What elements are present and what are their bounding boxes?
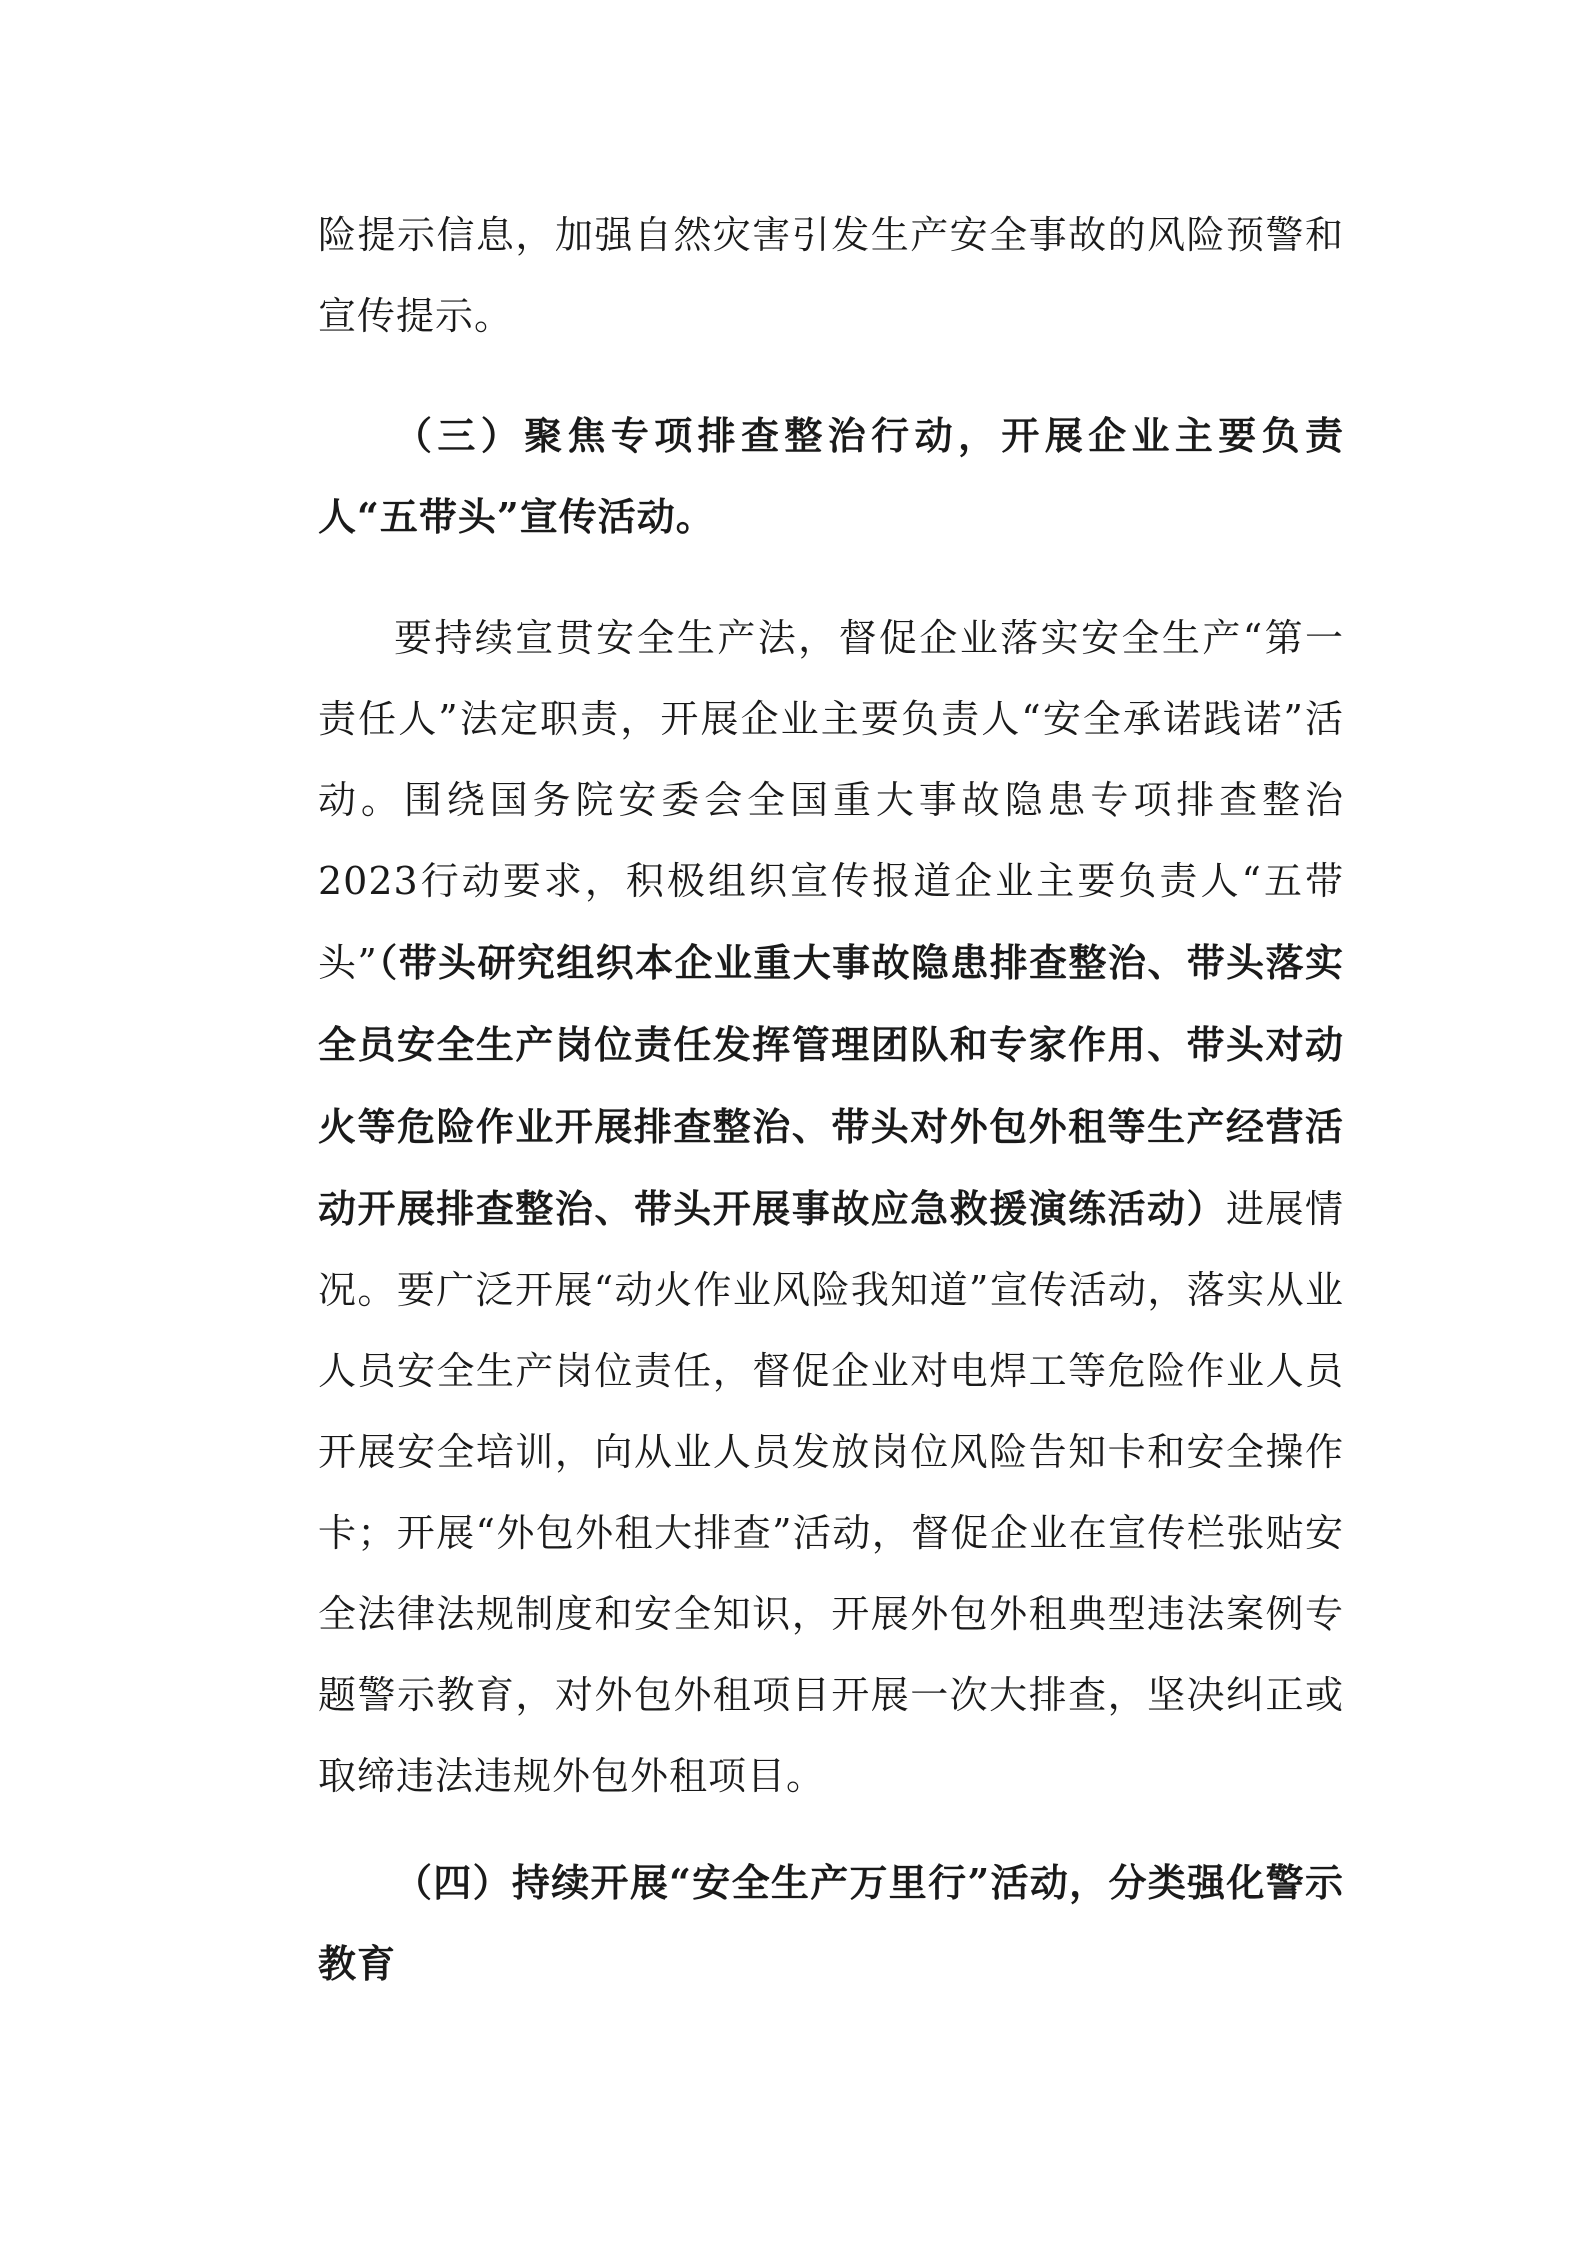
body-text-part-1: 要持续宣贯安全生产法，督促企业落实安全生产“第一责任人”法定职责，开展企业主要负责人“安全承诺践诺”活动。围绕国务院安委会全国重大事故隐患专项排查整治2023行动要求，积极组织宣传报道企业主要负责人“五带头”: [318, 616, 1344, 985]
paragraph-intro-tail: 险提示信息，加强自然灾害引发生产安全事故的风险预警和宣传提示。: [318, 213, 1344, 338]
section-heading-3: （三）聚焦专项排查整治行动，开展企业主要负责人“五带头”宣传活动。: [318, 413, 1344, 539]
five-lead-emphasis-text: （带头研究组织本企业重大事故隐患排查整治、带头落实全员安全生产岗位责任发挥管理团队和专家作用、带头对动火等危险作业开展排查整治、带头对外包外租等生产经营活动开展排查整治、带头开展事故应急救援演练活动）: [318, 940, 1344, 1231]
section-heading-4: （四）持续开展“安全生产万里行”活动，分类强化警示教育: [318, 1860, 1344, 1986]
body-text-part-2: 进展情况。要广泛开展“动火作业风险我知道”宣传活动，落实从业人员安全生产岗位责任，督促企业对电焊工等危险作业人员开展安全培训，向从业人员发放岗位风险告知卡和安全操作卡；开展“外包外租大排查”活动，督促企业在宣传栏张贴安全法律法规制度和安全知识，开展外包外租典型违法案例专题警示教育，对外包外租项目开展一次大排查，坚决纠正或取缔违法违规外包外租项目。: [318, 1187, 1344, 1798]
section-3-body-paragraph: [318, 598, 1344, 1817]
